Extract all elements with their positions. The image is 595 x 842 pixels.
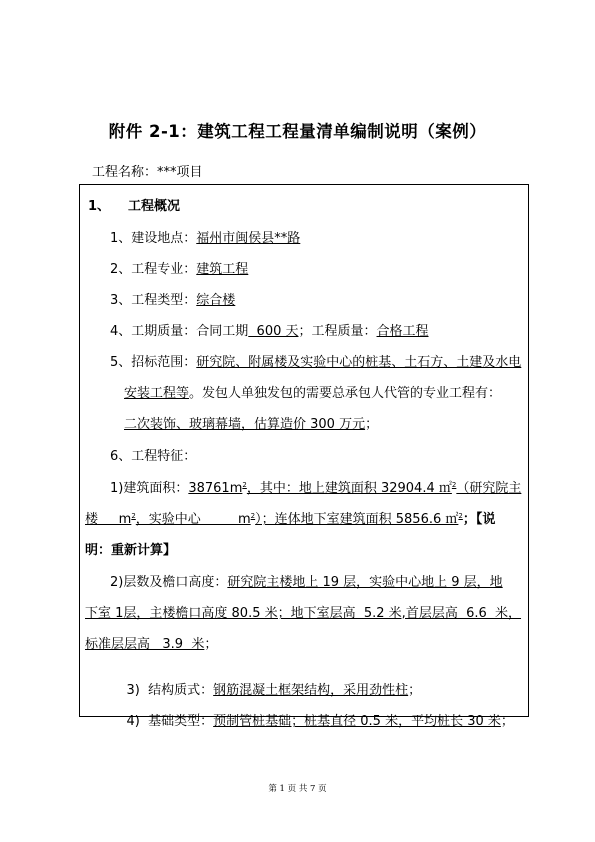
area-note: （研究院主	[456, 481, 522, 496]
item-type	[110, 289, 235, 308]
section-heading	[88, 195, 180, 214]
item-label: 3、工程类型：	[110, 293, 197, 308]
content-frame	[79, 184, 529, 729]
section-title: 工程概况	[128, 199, 181, 214]
section-number: 1、	[88, 199, 111, 214]
scope-line-2b: 。发包人单独发包的需要总承包人代管的专业工程有：	[189, 386, 502, 401]
feature-label: 4) 基础类型：	[126, 714, 214, 729]
feature-area	[110, 477, 521, 496]
item-label: ；工程质量：	[298, 324, 377, 339]
feature-area-line2	[85, 508, 495, 527]
item-features: 6、工程特征：	[110, 449, 197, 464]
item-location	[110, 227, 300, 246]
superscript: 2	[451, 481, 457, 489]
punctuation: ；	[204, 637, 218, 652]
item-specialty	[110, 258, 248, 277]
feature-label: 2)层数及檐口高度：	[110, 575, 228, 590]
item-label: 1、建设地点：	[110, 231, 197, 246]
floors-line-2: 下室 1层，主楼檐口高度 80.5 米；地下室层高 5.2 米,首层层高 6.6 米，	[85, 606, 522, 621]
document-title: 附件 2-1：建筑工程工程量清单编制说明（案例）	[108, 122, 487, 141]
area-total: 38761m	[188, 481, 243, 496]
area-remark: ；【说	[462, 512, 496, 527]
feature-label: 1)建筑面积：	[110, 481, 189, 496]
floors-line-3: 标准层层高 3.9 米	[85, 637, 205, 652]
feature-foundation	[110, 695, 514, 744]
item-value: 福州市闽侯县**路	[196, 231, 301, 246]
area-main-building: 楼 m	[85, 512, 132, 527]
feature-floors	[110, 571, 503, 590]
foundation-value: 预制管桩基础；桩基直径 0.5 米，平均桩长 30 米	[213, 714, 501, 729]
feature-area-line3: 明：重新计算】	[85, 543, 177, 558]
item-duration: 600 天	[248, 324, 299, 339]
punctuation: ；	[365, 417, 379, 432]
feature-label: 3) 结构质式：	[126, 683, 214, 698]
area-above-ground: ，其中：地上建筑面积 32904.4 ㎡	[246, 481, 452, 496]
superscript: 2	[250, 512, 256, 520]
project-name: 工程名称：***项目	[92, 165, 203, 180]
scope-line-1: 研究院、附属楼及实验中心的桩基、土石方、土建及水电	[196, 355, 522, 370]
structure-value: 钢筋混凝土框架结构，采用劲性柱	[213, 683, 409, 698]
item-scope-line2	[124, 382, 501, 401]
item-value: 综合楼	[196, 293, 236, 308]
item-scope	[110, 351, 521, 370]
superscript: 2	[131, 512, 136, 520]
item-label: 4、工期质量：合同工期	[110, 324, 249, 339]
punctuation: ；	[500, 714, 514, 729]
superscript: 2	[242, 481, 247, 489]
item-value: 建筑工程	[196, 262, 249, 277]
item-schedule-quality	[110, 320, 429, 339]
feature-floors-line3	[85, 633, 217, 652]
area-lab-center: ，实验中心 m	[135, 512, 251, 527]
page-footer: 第 1 页 共 7 页	[268, 784, 327, 794]
item-label: 2、工程专业：	[110, 262, 197, 277]
scope-line-2a: 安装工程等	[124, 386, 190, 401]
area-basement: ）；连体地下室建筑面积 5856.6 ㎡	[255, 512, 459, 527]
punctuation: ；	[408, 683, 422, 698]
scope-line-3: 二次装饰、玻璃幕墙，估算造价 300 万元	[124, 417, 366, 432]
item-label: 5、招标范围：	[110, 355, 197, 370]
item-quality: 合格工程	[376, 324, 429, 339]
superscript: 2	[458, 512, 463, 520]
floors-line-1: 研究院主楼地上 19 层，实验中心地上 9 层，地	[227, 575, 503, 590]
item-scope-line3	[124, 413, 378, 432]
